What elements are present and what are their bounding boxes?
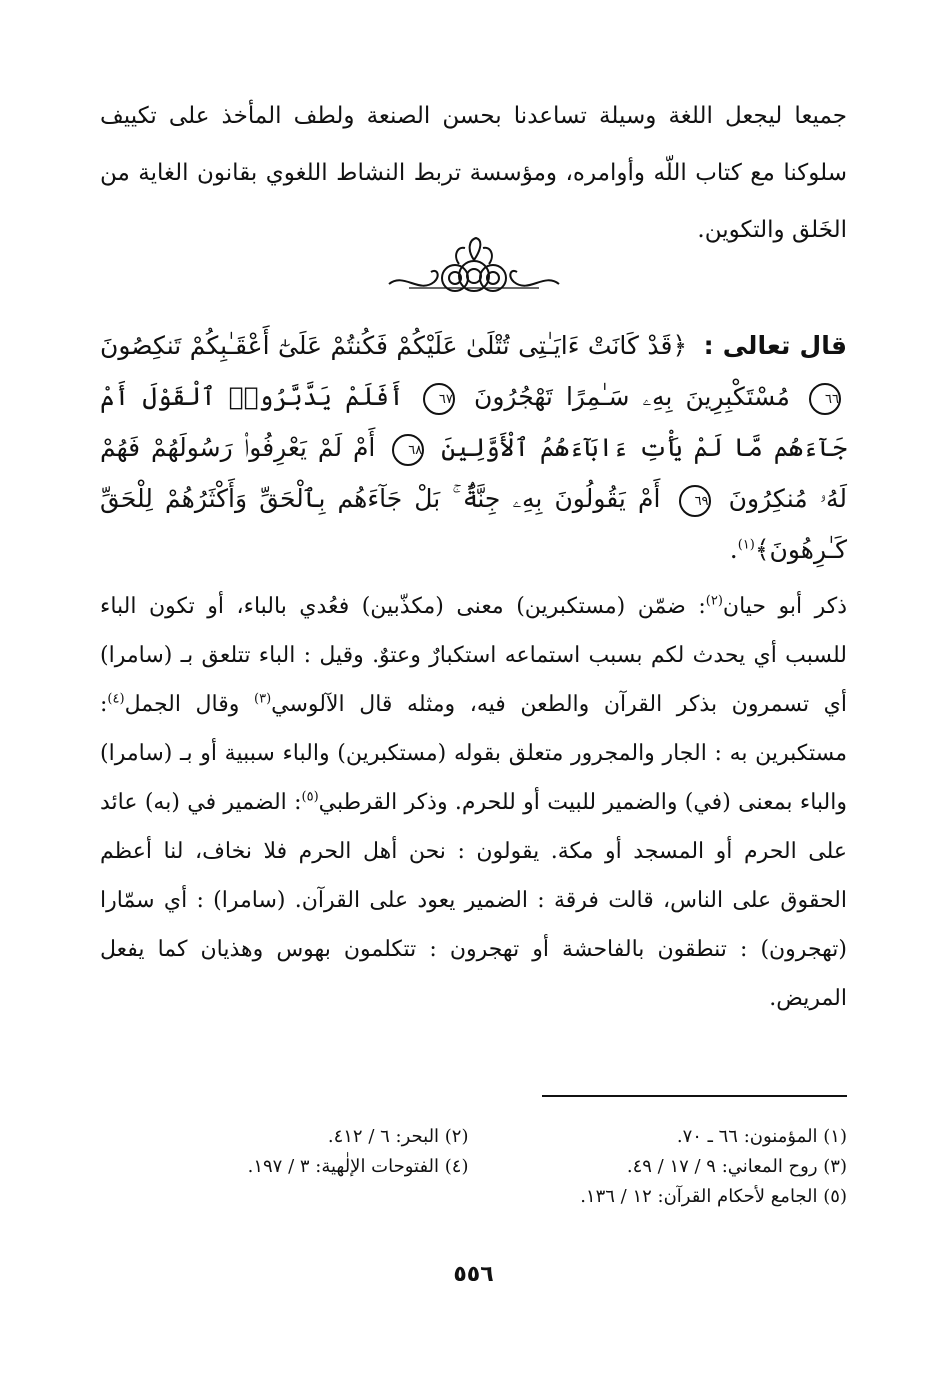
- commentary-text: ذكر أبو حيان: [722, 594, 847, 619]
- ayah-number-marker: ٦٨: [392, 434, 424, 466]
- quran-verse-block: [100, 320, 847, 575]
- footnote-reference: (٥): [301, 789, 319, 805]
- footnote-item: (٢) البحر: ٦ / ٤١٢.: [327, 1126, 469, 1147]
- footnote-item: (٣) روح المعاني: ٩ / ١٧ / ٤٩.: [626, 1156, 847, 1177]
- footnote-item: (١) المؤمنون: ٦٦ ـ ٧٠.: [676, 1126, 847, 1147]
- verse-text-4: أَمْ لَمْ يَعْرِفُوا۟ رَسُولَهُمْ فَهُمْ لَهُۥ مُنكِرُونَ: [100, 433, 848, 513]
- verse-end-mark: .: [729, 535, 738, 564]
- commentary-text: : الضمير في (به) عائد على الحرم أو المسجد أو مكة. يقولون : نحن أهل الحرم فلا نخاف، لنا أعظم الحقوق على الناس، قالت فرقة : الضمير يعود على القرآن. (سامرا) : أي سمّارا (تهجرون) : تنطقون بالفاحشة أو تهجرون : تتكلمون بهوس وهذيان كما يفعل المريض.: [100, 790, 847, 1011]
- ayah-number-marker: ٦٦: [809, 383, 841, 415]
- footnote-reference: (١): [737, 537, 755, 553]
- page-number: ٥٥٦: [453, 1262, 494, 1287]
- footnotes-list: [100, 1122, 847, 1212]
- footnote-separator: [542, 1095, 847, 1097]
- ayah-number-marker: ٦٩: [679, 485, 711, 517]
- ornament-divider: [100, 232, 847, 302]
- verse-intro-label: قال تعالى :: [703, 331, 847, 360]
- commentary-text: وقال الجمل: [124, 692, 240, 717]
- book-page: [100, 0, 847, 1375]
- footnote-reference: (٤): [107, 691, 125, 707]
- verse-text-5: أَمْ يَقُولُونَ بِهِۦ جِنَّةٌۢ ۚ بَلْ جَآءَهُم بِٱلْحَقِّ وَأَكْثَرُهُمْ لِلْحَقِّ كَـٰرِهُونَ﴾: [100, 484, 847, 564]
- footnote-reference: (٣): [254, 691, 272, 707]
- footnote-reference: (٢): [705, 593, 723, 609]
- footnote-item: (٤) الفتوحات الإلٰهية: ٣ / ١٩٧.: [247, 1156, 469, 1177]
- commentary-text: : ضمّن (مستكبرين) معنى (مكذّبين) فعُدي بالباء، أو تكون الباء للسبب أي يحدث لكم بسبب استماعه استكبارٌ وعتوٌ. وقيل : الباء تتلعق بـ (سامرا) أي تسمرون بذكر القرآن والطعن فيه، ومثله قال الآلوسي: [100, 594, 848, 717]
- verse-text-2: مُسْتَكْبِرِينَ بِهِۦ سَـٰمِرًا تَهْجُرُونَ: [473, 382, 790, 411]
- floral-ornament-icon: [379, 232, 569, 302]
- commentary-text: : مستكبرين به : الجار والمجرور متعلق بقوله (مستكبرين) والباء سببية أو بـ (سامرا) والباء بمعنى (في) والضمير للبيت أو للحرم. وذكر القرطبي: [100, 692, 847, 815]
- ayah-number-marker: ٦٧: [423, 383, 455, 415]
- verse-text-1: ﴿قَدْ كَانَتْ ءَايَـٰتِى تُتْلَىٰ عَلَيْكُمْ فَكُنتُمْ عَلَىٰٓ أَعْقَـٰبِكُمْ تَنكِصُونَ: [100, 331, 688, 360]
- commentary-paragraph: [100, 582, 847, 1023]
- footnote-item: (٥) الجامع لأحكام القرآن: ١٢ / ١٣٦.: [580, 1186, 847, 1207]
- verse-text-3: أَفَلَمْ يَدَّبَّرُوا۟ ٱلْقَوْلَ أَمْ جَآءَهُم مَّا لَمْ يَأْتِ ءَابَآءَهُمُ ٱلْأَوَّلِينَ: [100, 382, 848, 462]
- intro-paragraph: جميعا ليجعل اللغة وسيلة تساعدنا بحسن الصنعة ولطف المأخذ على تكييف سلوكنا مع كتاب اللّه وأوامره، ومؤسسة تربط النشاط اللغوي بقانون الغاية من الخَلق والتكوين.: [100, 103, 847, 243]
